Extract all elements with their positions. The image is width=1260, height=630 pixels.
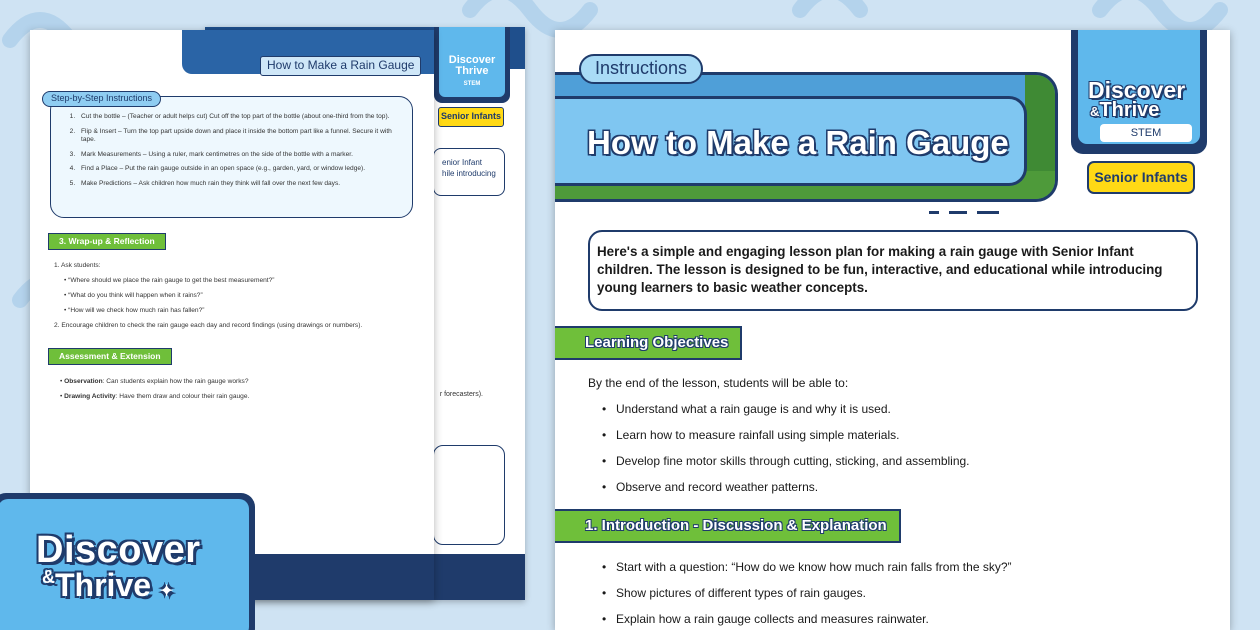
wrapup-heading: 3. Wrap-up & Reflection [48, 233, 166, 250]
wrapup-bullet-text: “Where should we place the rain gauge to get the best measurement?” [68, 277, 275, 284]
introduction-item: • Show pictures of different types of rain gauges. [602, 586, 1012, 612]
assessment-item: • Drawing Activity: Have them draw and colour their rain gauge. [60, 393, 250, 400]
back-box-line: hile introducing [442, 169, 496, 178]
wrapup-item: 2. Encourage children to check the rain gauge each day and record findings (using drawings or numbers). [54, 322, 363, 329]
wrapup-bullet: • “How will we check how much rain has fallen?” [64, 307, 205, 314]
introduction-list [602, 560, 1012, 630]
back-grade-badge: Senior Infants [438, 107, 504, 127]
logo-badge-inner [1078, 30, 1200, 144]
back-empty-box [433, 445, 505, 545]
discover-thrive-logo [0, 493, 255, 630]
dash [949, 211, 967, 214]
assessment-text: : Have them draw and colour their rain gauge. [115, 393, 250, 400]
back-intro-box [433, 148, 505, 196]
wrapup-item: 1. Ask students: [54, 262, 101, 269]
logo-amp: & [42, 567, 55, 587]
step-item: 1. Cut the bottle – (Teacher or adult helps cut) Cut off the top part of the bottle (about one-third from the top). [77, 113, 400, 122]
steps-heading: Step-by-Step Instructions [42, 91, 161, 107]
wrapup-bullet-text: “What do you think will happen when it rains?” [68, 292, 203, 299]
badge-line2-text: Thrive [1099, 99, 1160, 121]
back-logo-text: Discover [448, 54, 496, 66]
back-logo-inner [439, 27, 505, 97]
assessment-text: : Can students explain how the rain gauge works? [102, 378, 249, 385]
objective-item: • Learn how to measure rainfall using simple materials. [602, 428, 970, 454]
wrapup-list [54, 262, 362, 337]
assessment-list [60, 378, 249, 408]
step-item: 2. Flip & Insert – Turn the top part upside down and place it inside the bottom part like a funnel. Secure it with tape. [77, 128, 400, 145]
back-text-fragment: r forecasters). [439, 391, 483, 398]
back-logo-text-2: Thrive [455, 65, 489, 77]
fp-title: How to Make a Rain Gauge [260, 56, 421, 76]
introduction-item: • Start with a question: “How do we know how much rain falls from the sky?” [602, 560, 1012, 586]
objective-item: • Observe and record weather patterns. [602, 480, 970, 506]
wrapup-bullet-text: “How will we check how much rain has fallen?” [68, 307, 205, 314]
objectives-heading: Learning Objectives [555, 326, 742, 360]
dash [929, 211, 939, 214]
back-box-line: enior Infant [442, 158, 483, 167]
back-stem-label: STEM [463, 81, 481, 87]
step-item: 3. Mark Measurements – Using a ruler, mark centimetres on the side of the bottle with a marker. [77, 151, 400, 160]
grade-badge: Senior Infants [1087, 161, 1195, 194]
objective-item: • Develop fine motor skills through cutting, sticking, and assembling. [602, 454, 970, 480]
badge-logo-line2 [1090, 99, 1159, 122]
assessment-label: Drawing Activity [64, 393, 116, 400]
decorative-dashes [929, 211, 1009, 229]
logo-line2-text: Thrive [55, 567, 152, 603]
instructions-label: Instructions [579, 54, 703, 84]
assessment-item: • Observation: Can students explain how the rain gauge works? [60, 378, 249, 385]
badge-amp: & [1090, 104, 1100, 119]
intro-box: Here's a simple and engaging lesson plan for making a rain gauge with Senior Infant children. The lesson is designed to be fun, interactive, and educational while introducing young learners to basic weather concepts. [588, 230, 1198, 311]
wrapup-bullet: • “Where should we place the rain gauge to get the best measurement?” [64, 277, 275, 284]
steps-list [77, 113, 400, 188]
step-item: 5. Make Predictions – Ask children how much rain they think will fall over the next few days. [77, 180, 400, 189]
introduction-item: • Explain how a rain gauge collects and measures rainwater. [602, 612, 1012, 630]
assessment-label: Observation [64, 378, 103, 385]
sparkle-icon: ✦ [159, 583, 174, 600]
step-item: 4. Find a Place – Put the rain gauge outside in an open space (e.g., garden, yard, or window ledge). [77, 165, 400, 174]
steps-box [50, 96, 413, 218]
page-title: How to Make a Rain Gauge [587, 124, 1009, 161]
logo-badge [1071, 30, 1207, 154]
stem-label: STEM [1100, 124, 1192, 142]
objectives-list [602, 402, 970, 506]
objective-item: • Understand what a rain gauge is and why it is used. [602, 402, 970, 428]
back-logo-badge [434, 27, 510, 103]
logo-inner [0, 499, 249, 630]
main-page [555, 30, 1230, 630]
assessment-heading: Assessment & Extension [48, 348, 172, 365]
wrapup-bullet: • “What do you think will happen when it rains?” [64, 292, 203, 299]
logo-line1: Discover [36, 529, 201, 571]
badge-logo-line1: Discover [1088, 77, 1186, 103]
objectives-lead: By the end of the lesson, students will be able to: [588, 376, 849, 390]
logo-line2 [42, 567, 173, 604]
dash [977, 211, 999, 214]
introduction-heading: 1. Introduction - Discussion & Explanation [555, 509, 901, 543]
